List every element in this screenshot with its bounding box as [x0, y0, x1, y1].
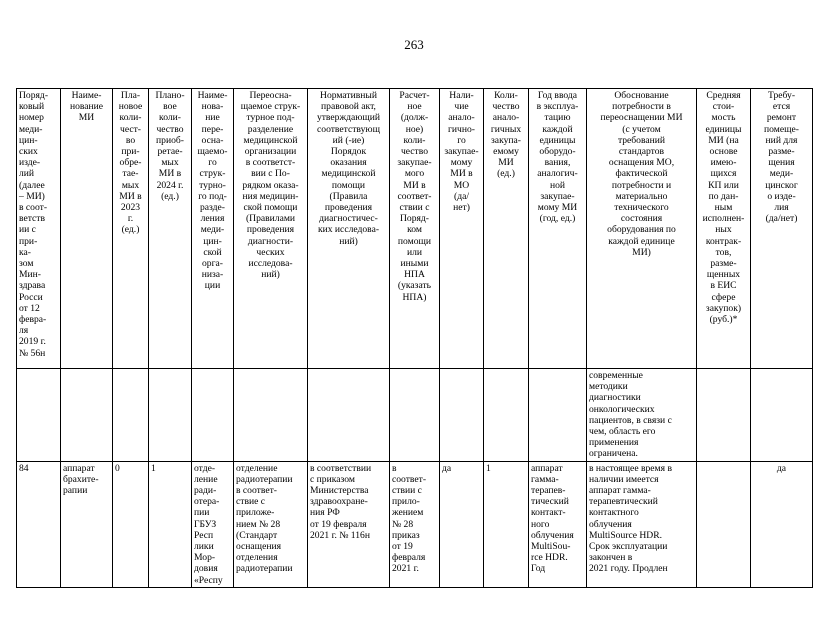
header-cell-qty-2024: Плано- вое коли- чество приоб- ретае- мых МИ в 2024 г. (ед.)	[149, 89, 192, 369]
header-cell-justification: Обоснование потребности в переоснащении МИ (с учетом требований стандартов оснащения МО, фактической потребности и материально технического состояния оборудования по каждой единице МИ)	[587, 89, 697, 369]
header-cell-avg-cost: Средняя стои- мость единицы МИ (на основе имею- щихся КП или по дан- ным исполнен- ных контрак- тов, разме- щенных в ЕИС сфере закупок) (руб.)*	[697, 89, 751, 369]
cell-legal-act: в соответствии с приказом Министерства здравоохране- ния РФ от 19 февраля 2021 г. № 116н	[308, 461, 390, 587]
cell-subdivision: отде- ление ради- отера- пии ГБУЗ Респ лики Мор- довия «Респу	[192, 461, 234, 587]
cell-justification: в настоящее время в наличии имеется аппарат гамма- терапевтический контактного облучения MultiSource HDR. Срок эксплуатации закончен в 2021 году. Продлен	[587, 461, 697, 587]
cell-calculated-qty: в соответ- ствии с прило- жением № 28 приказ от 19 февраля 2021 г.	[390, 461, 440, 587]
header-cell-subdivision: Наиме- нова- ние пере- осна- щаемо- го струк- турно- го под- разде- ления меди- цин- ской орга- низа- ции	[192, 89, 234, 369]
cell-repair-needed: да	[751, 461, 813, 587]
page-number: 263	[404, 37, 424, 52]
table-row	[17, 369, 813, 462]
cell-has-analog: да	[440, 461, 484, 587]
cell-row-number: 84	[17, 461, 61, 587]
header-cell-row-number: Поряд- ковый номер меди- цин- ских изде- лий (далее – МИ) в соот- ветств ии с при- ка- зом Мин- здрава Росси от 12 февра- ля 2019 г. № 56н	[17, 89, 61, 369]
header-cell-analog-qty: Коли- чество анало- гичных закупа- емому МИ (ед.)	[484, 89, 529, 369]
cell-avg-cost	[697, 461, 751, 587]
cell-qty-2024: 1	[149, 461, 192, 587]
header-cell-commission-year: Год ввода в эксплуа- тацию каждой единицы оборудо- вания, аналогич- ной закупае- мому МИ (год, ед.)	[529, 89, 587, 369]
header-cell-legal-act: Нормативный правовой акт, утверждающий соответствующ ий (-ие) Порядок оказания медицинской помощи (Правила проведения диагностичес- ких исследова- ний)	[308, 89, 390, 369]
cell-subdivision-per-order: отделение радиотерапии в соответ- ствие с приложе- нием № 28 (Стандарт оснащения отделения радиотерапии	[234, 461, 308, 587]
header-cell-calculated-qty: Расчет- ное (долж- ное) коли- чество закупае- мого МИ в соответ- ствии с Поряд- ком помощи или иными НПА (указать НПА)	[390, 89, 440, 369]
header-cell-subdivision-per-order: Переосна- щаемое струк- турное под- разделение медицинской организации в соответст- вии с По- рядком оказа- ния медицин- ской помощи (Правилами проведения диагности- ческих исследова- ний)	[234, 89, 308, 369]
cell-continuation-justification: современные методики диагностики онкологических пациентов, в связи с чем, область его применения ограничена.	[587, 369, 697, 462]
header-cell-repair-needed: Требу- ется ремонт помеще- ний для разме- щения меди- цинског о изде- лия (да/нет)	[751, 89, 813, 369]
header-cell-has-analog: Нали- чие анало- гично- го закупае- мому МИ в МО (да/ нет)	[440, 89, 484, 369]
table-row	[17, 461, 813, 587]
cell-qty-2023: 0	[113, 461, 149, 587]
header-cell-qty-2023: Пла- новое коли- чест- во при- обре- тае- мых МИ в 2023 г. (ед.)	[113, 89, 149, 369]
cell-analog-qty: 1	[484, 461, 529, 587]
header-cell-device-name: Наиме- нование МИ	[61, 89, 113, 369]
cell-device-name: аппарат брахите- рапии	[61, 461, 113, 587]
medical-devices-table	[16, 88, 813, 588]
cell-commission-year: аппарат гамма- терапев- тический контакт- ного облучения MultiSou- rce HDR. Год	[529, 461, 587, 587]
table-header-row	[17, 89, 813, 369]
